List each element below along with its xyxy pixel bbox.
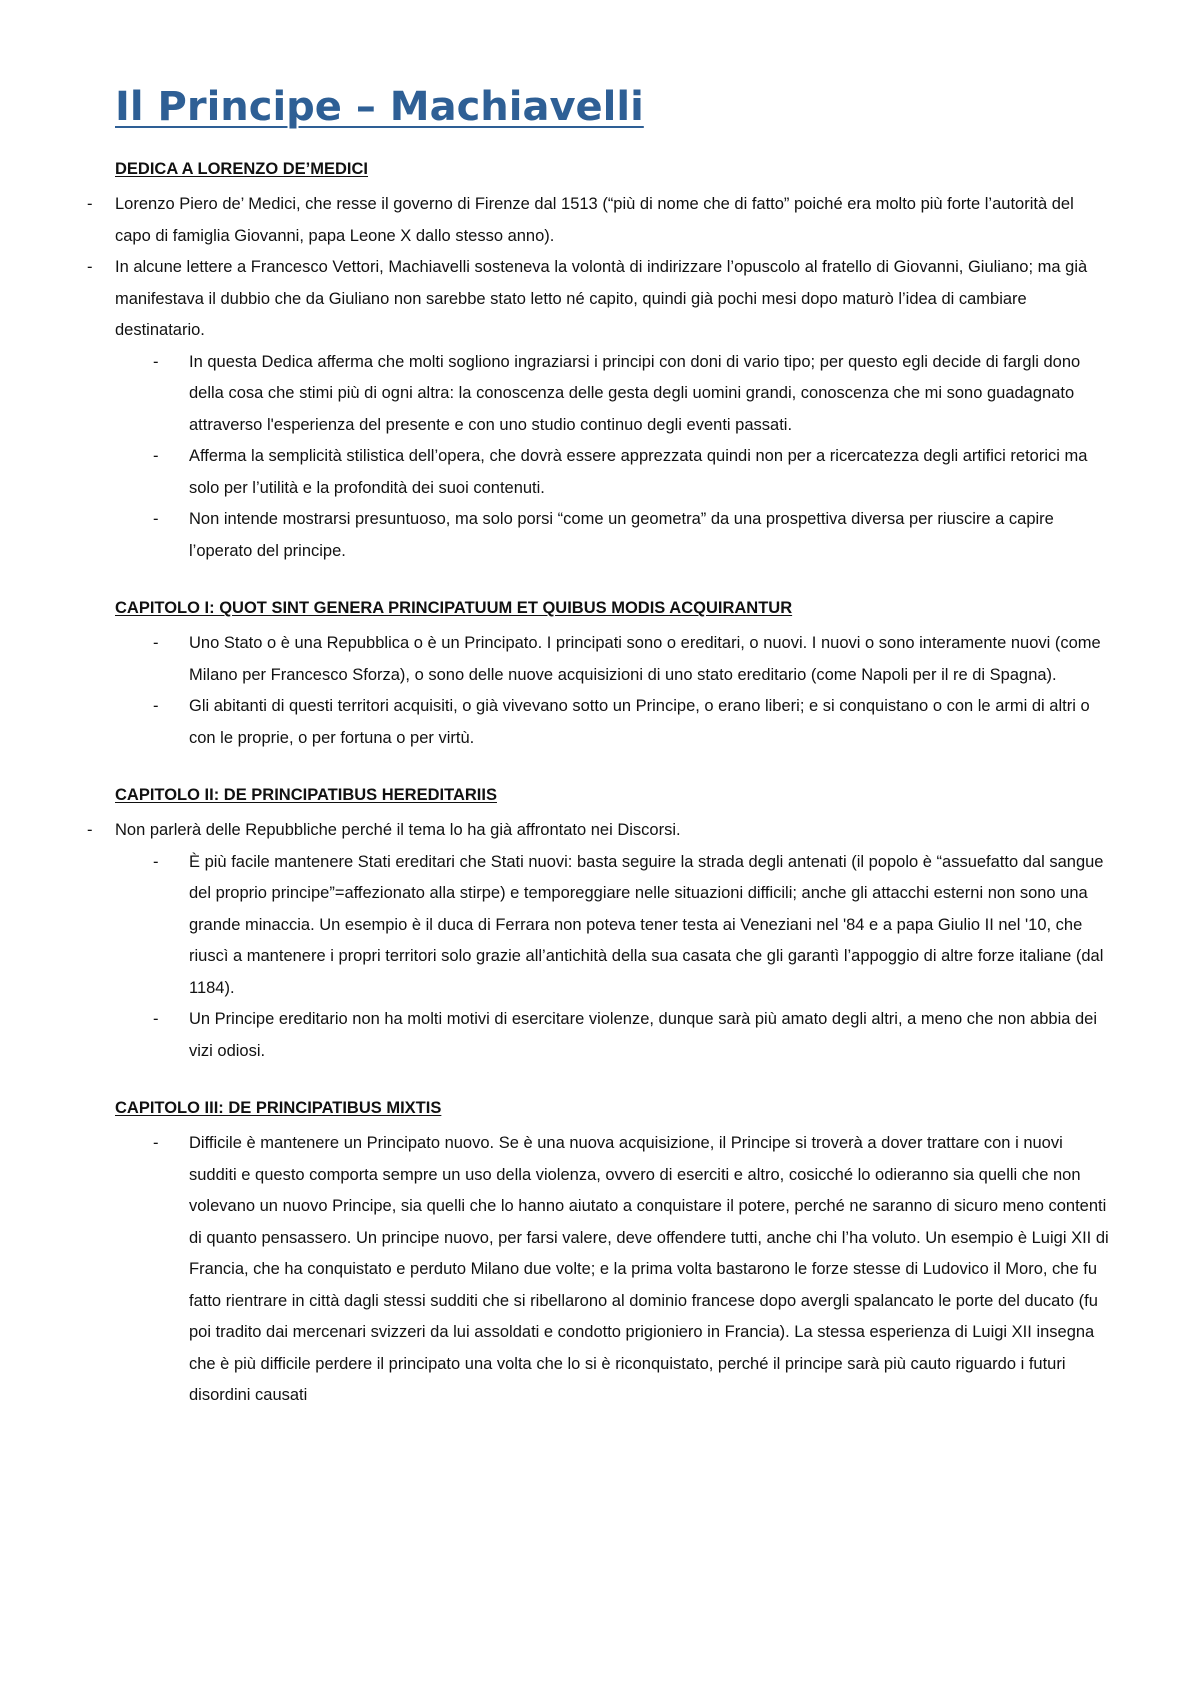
section-capitolo-3 (115, 1099, 1110, 1412)
list-item: - Non intende mostrarsi presuntuoso, ma solo porsi “come un geometra” da una prospettiva diversa per riuscire a capire l’operato del principe. (115, 504, 1110, 567)
list-item: - Uno Stato o è una Repubblica o è un Principato. I principati sono o ereditari, o nuovi. I nuovi o sono interamente nuovi (come Milano per Francesco Sforza), o sono delle nuove acquisizioni di uno stato ereditario (come Napoli per il re di Spagna). (115, 628, 1110, 691)
section-heading: CAPITOLO II: DE PRINCIPATIBUS HEREDITARIIS (115, 786, 497, 804)
bullet-list (115, 1128, 1110, 1412)
list-item: - Difficile è mantenere un Principato nuovo. Se è una nuova acquisizione, il Principe si troverà a dover trattare con i nuovi sudditi e questo comporta sempre un uso della violenza, ovvero di eserciti e altro, cosicché lo odieranno sia quelli che non volevano un nuovo Principe, sia quelli che lo hanno aiutato a conquistare il potere, perché ne saranno di sicuro meno contenti di quanto pensassero. Un principe nuovo, per farsi valere, deve offendere tutti, anche chi l’ha voluto. Un esempio è Luigi XII di Francia, che ha conquistato e perduto Milano due volte; e la prima volta bastarono le forze stesse di Ludovico il Moro, che fu fatto rientrare in città dagli stessi sudditi che si ribellarono al dominio francese dopo avergli spalancato le porte del ducato (fu poi tradito dai mercenari svizzeri da lui assoldati e condotto prigioniero in Francia). La stessa esperienza di Luigi XII insegna che è più difficile perdere il principato una volta che lo si è riconquistato, perché il principe sarà più cauto riguardo i futuri disordini causati (115, 1128, 1110, 1412)
section-heading: CAPITOLO I: QUOT SINT GENERA PRINCIPATUUM ET QUIBUS MODIS ACQUIRANTUR (115, 599, 793, 617)
list-item: - Afferma la semplicità stilistica dell’opera, che dovrà essere apprezzata quindi non per a ricercatezza degli artifici retorici ma solo per l’utilità e la profondità dei suoi contenuti. (115, 441, 1110, 504)
bullet-list (115, 189, 1110, 567)
section-heading: CAPITOLO III: DE PRINCIPATIBUS MIXTIS (115, 1099, 442, 1117)
list-item: - In alcune lettere a Francesco Vettori, Machiavelli sosteneva la volontà di indirizzare l’opuscolo al fratello di Giovanni, Giuliano; ma già manifestava il dubbio che da Giuliano non sarebbe stato letto né capito, quindi già pochi mesi dopo maturò l’idea di cambiare destinatario. (115, 252, 1110, 347)
section-heading: DEDICA A LORENZO DE’MEDICI (115, 160, 369, 178)
list-item: - Lorenzo Piero de’ Medici, che resse il governo di Firenze dal 1513 (“più di nome che di fatto” poiché era molto più forte l’autorità del capo di famiglia Giovanni, papa Leone X dallo stesso anno). (115, 189, 1110, 252)
list-item: - È più facile mantenere Stati ereditari che Stati nuovi: basta seguire la strada degli antenati (il popolo è “assuefatto dal sangue del proprio principe”=affezionato alla stirpe) e temporeggiare nelle situazioni difficili; anche gli attacchi esterni non sono una grande minaccia. Un esempio è il duca di Ferrara non poteva tener testa ai Veneziani nel '84 e a papa Giulio II nel '10, che riuscì a mantenere i propri territori solo grazie all’antichità della sua casata che gli garantì l’appoggio di altre forze italiane (dal 1184). (115, 847, 1110, 1005)
list-item: - Non parlerà delle Repubbliche perché il tema lo ha già affrontato nei Discorsi. (115, 815, 1110, 847)
bullet-list (115, 628, 1110, 754)
section-dedica (115, 160, 1110, 567)
section-capitolo-2 (115, 786, 1110, 1067)
list-item: - In questa Dedica afferma che molti sogliono ingraziarsi i principi con doni di vario tipo; per questo egli decide di fargli dono della cosa che stimi più di ogni altra: la conoscenza delle gesta degli uomini grandi, conoscenza che mi sono guadagnato attraverso l'esperienza del presente e con uno studio continuo degli eventi passati. (115, 347, 1110, 442)
list-item: - Un Principe ereditario non ha molti motivi di esercitare violenze, dunque sarà più amato degli altri, a meno che non abbia dei vizi odiosi. (115, 1004, 1110, 1067)
bullet-list (115, 815, 1110, 1067)
section-capitolo-1 (115, 599, 1110, 754)
document-title: Il Principe – Machiavelli (115, 84, 644, 130)
list-item: - Gli abitanti di questi territori acquisiti, o già vivevano sotto un Principe, o erano liberi; e si conquistano o con le armi di altri o con le proprie, o per fortuna o per virtù. (115, 691, 1110, 754)
